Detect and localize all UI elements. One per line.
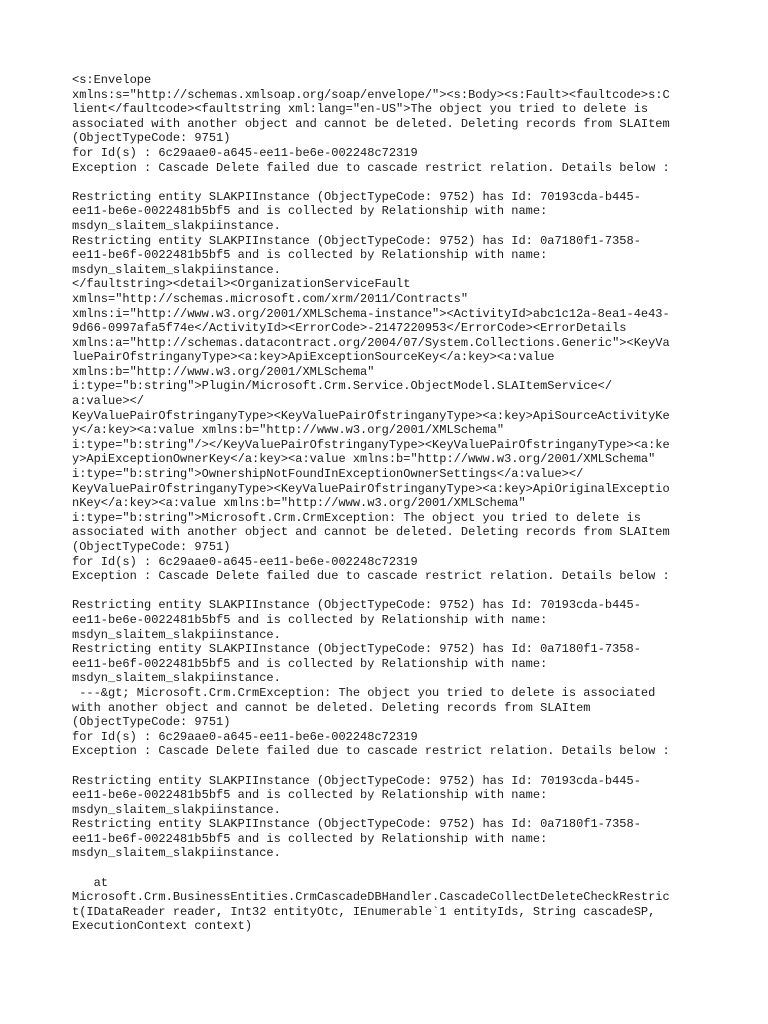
document-line: msdyn_slaitem_slakpiinstance. — [72, 802, 281, 817]
document-line: msdyn_slaitem_slakpiinstance. — [72, 846, 281, 861]
document-line: (ObjectTypeCode: 9751) — [72, 540, 231, 554]
document-line: y>ApiExceptionOwnerKey</a:key><a:value xmlns:b="http://www.w3.org/2001/XMLSchema" — [72, 452, 656, 467]
document-line — [72, 175, 700, 190]
document-line: KeyValuePairOfstringanyType><KeyValuePairOfstringanyType><a:key>ApiSourceActivityKe — [72, 408, 670, 423]
fault-message-body — [72, 73, 700, 934]
document-line: i:type="b:string">Microsoft.Crm.CrmException: The object you tried to delete is — [72, 510, 641, 525]
document-line — [72, 759, 700, 774]
document-line: <s:Envelope — [72, 73, 152, 87]
document-line: ee11-be6e-0022481b5bf5 and is collected by Relationship with name: — [72, 788, 548, 803]
document-line: Restricting entity SLAKPIInstance (ObjectTypeCode: 9752) has Id: 70193cda-b445- — [72, 189, 641, 204]
document-line: i:type="b:string">OwnershipNotFoundInExceptionOwnerSettings</a:value></ — [72, 467, 584, 482]
document-line: t(IDataReader reader, Int32 entityOtc, IEnumerable`1 entityIds, String cascadeSP, — [72, 904, 656, 919]
document-line: xmlns:a="http://schemas.datacontract.org/2004/07/System.Collections.Generic"><KeyVa — [72, 335, 670, 350]
document-line: msdyn_slaitem_slakpiinstance. — [72, 671, 281, 686]
document-line: ee11-be6f-0022481b5bf5 and is collected by Relationship with name: — [72, 656, 548, 671]
document-line: xmlns="http://schemas.microsoft.com/xrm/2011/Contracts" — [72, 291, 469, 306]
document-line: lient</faultcode><faultstring xml:lang="en-US">The object you tried to delete is — [72, 102, 649, 117]
document-line: Exception : Cascade Delete failed due to cascade restrict relation. Details below : — [72, 569, 670, 584]
document-line: Exception : Cascade Delete failed due to cascade restrict relation. Details below : — [72, 744, 670, 759]
document-line: at — [72, 875, 109, 890]
document-line: (ObjectTypeCode: 9751) — [72, 131, 231, 146]
document-line: Restricting entity SLAKPIInstance (ObjectTypeCode: 9752) has Id: 0a7180f1-7358- — [72, 233, 641, 248]
document-line — [72, 861, 700, 876]
document-line: xmlns:s="http://schemas.xmlsoap.org/soap/envelope/"><s:Body><s:Fault><faultcode>s:C — [72, 87, 670, 102]
document-line: for Id(s) : 6c29aae0-a645-ee11-be6e-002248c72319 — [72, 145, 418, 160]
document-line: for Id(s) : 6c29aae0-a645-ee11-be6e-002248c72319 — [72, 729, 418, 744]
document-line: (ObjectTypeCode: 9751) — [72, 715, 231, 730]
document-line: xmlns:i="http://www.w3.org/2001/XMLSchema-instance"><ActivityId>abc1c12a-8ea1-4e43- — [72, 306, 670, 321]
document-line: Restricting entity SLAKPIInstance (ObjectTypeCode: 9752) has Id: 0a7180f1-7358- — [72, 642, 641, 657]
document-line: associated with another object and cannot be deleted. Deleting records from SLAItem — [72, 525, 670, 540]
document-line: a:value></ — [72, 394, 145, 409]
document-line: ee11-be6f-0022481b5bf5 and is collected by Relationship with name: — [72, 831, 548, 846]
document-line: msdyn_slaitem_slakpiinstance. — [72, 627, 281, 642]
document-line: ---&gt; Microsoft.Crm.CrmException: The object you tried to delete is associated — [72, 685, 656, 700]
document-line: </faultstring><detail><OrganizationServiceFault — [72, 277, 411, 292]
document-line: with another object and cannot be deleted. Deleting records from SLAItem — [72, 700, 591, 715]
document-line: y</a:key><a:value xmlns:b="http://www.w3.org/2001/XMLSchema" — [72, 423, 505, 438]
document-line: luePairOfstringanyType><a:key>ApiExceptionSourceKey</a:key><a:value — [72, 350, 555, 365]
document-line: Exception : Cascade Delete failed due to cascade restrict relation. Details below : — [72, 160, 670, 175]
document-line: Restricting entity SLAKPIInstance (ObjectTypeCode: 9752) has Id: 70193cda-b445- — [72, 773, 641, 788]
document-line: ee11-be6e-0022481b5bf5 and is collected by Relationship with name: — [72, 204, 548, 219]
document-line: ExecutionContext context) — [72, 919, 253, 934]
document-line: i:type="b:string">Plugin/Microsoft.Crm.Service.ObjectModel.SLAItemService</ — [72, 379, 613, 394]
document-line: Microsoft.Crm.BusinessEntities.CrmCascadeDBHandler.CascadeCollectDeleteCheckRestric — [72, 890, 670, 905]
document-line: for Id(s) : 6c29aae0-a645-ee11-be6e-002248c72319 — [72, 554, 418, 569]
fault-document — [72, 73, 700, 934]
document-line — [72, 584, 700, 599]
document-line: KeyValuePairOfstringanyType><KeyValuePairOfstringanyType><a:key>ApiOriginalExceptio — [72, 481, 670, 496]
document-line: msdyn_slaitem_slakpiinstance. — [72, 218, 281, 233]
document-line: ee11-be6e-0022481b5bf5 and is collected by Relationship with name: — [72, 612, 548, 627]
document-line: i:type="b:string"/></KeyValuePairOfstringanyType><KeyValuePairOfstringanyType><a:ke — [72, 437, 670, 452]
document-line: 9d66-0997afa5f74e</ActivityId><ErrorCode>-2147220953</ErrorCode><ErrorDetails — [72, 321, 627, 336]
document-line: ee11-be6f-0022481b5bf5 and is collected by Relationship with name: — [72, 248, 548, 263]
document-line: nKey</a:key><a:value xmlns:b="http://www.w3.org/2001/XMLSchema" — [72, 496, 526, 511]
document-line: msdyn_slaitem_slakpiinstance. — [72, 262, 281, 277]
document-line: associated with another object and cannot be deleted. Deleting records from SLAItem — [72, 116, 670, 131]
document-line: Restricting entity SLAKPIInstance (ObjectTypeCode: 9752) has Id: 70193cda-b445- — [72, 598, 641, 613]
document-line: xmlns:b="http://www.w3.org/2001/XMLSchema" — [72, 364, 375, 379]
document-line: Restricting entity SLAKPIInstance (ObjectTypeCode: 9752) has Id: 0a7180f1-7358- — [72, 817, 641, 832]
